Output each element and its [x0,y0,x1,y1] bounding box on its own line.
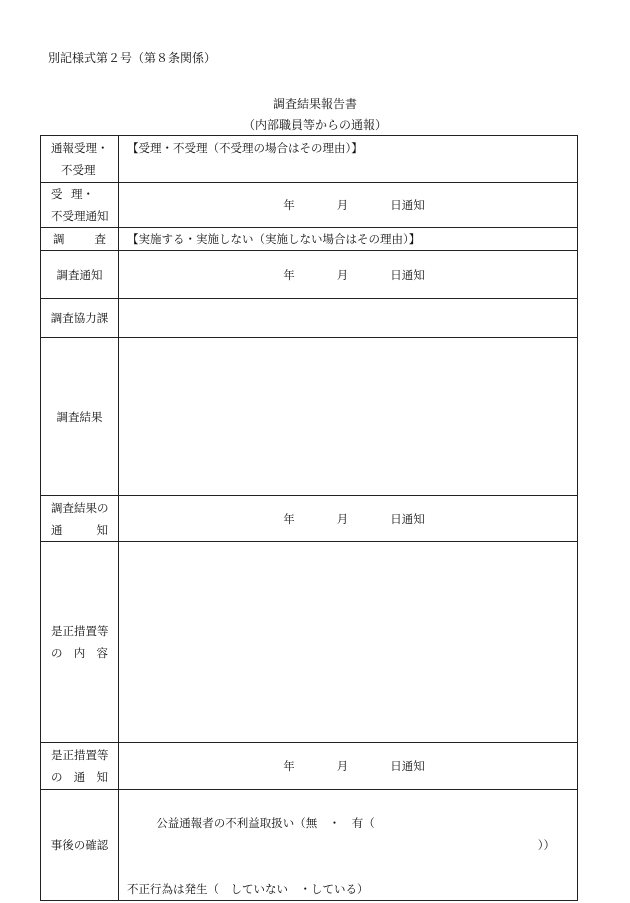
field-cooperating-section[interactable] [119,299,578,338]
label-investigation-notice: 調査通知 [41,251,119,299]
row-result-notice [41,496,578,542]
field-result-notice-date[interactable]: 年 月 日通知 [119,496,578,542]
row-investigation [41,228,578,251]
document-title: 調査結果報告書 [272,97,357,111]
field-corrective-content[interactable] [119,542,578,743]
row-corrective-content [41,542,578,743]
row-investigation-result [41,338,578,496]
label-corrective-content: 是正措置等 の 内 容 [41,542,119,743]
row-investigation-notice [41,251,578,299]
label-investigation-result: 調査結果 [41,338,119,496]
label-cooperating-section: 調査協力課 [41,299,119,338]
label-acceptance: 通報受理・ 不 受 理 [41,136,119,183]
label-follow-up: 事後の確認 [41,790,119,901]
annex-form-label: 別記様式第２号（第８条関係） [48,51,217,65]
label-result-notice: 調査結果の 通 知 [41,496,119,542]
row-cooperating-section [41,299,578,338]
label-acceptance-notice: 受 理・ 不受理通知 [41,183,119,228]
document-subtitle: （内部職員等からの通報） [242,118,387,132]
field-acceptance[interactable]: 【受理・不受理（不受理の場合はその理由）】 [119,136,578,183]
label-corrective-notice: 是正措置等 の 通 知 [41,743,119,790]
field-investigation-result[interactable] [119,338,578,496]
field-corrective-notice-date[interactable]: 年 月 日通知 [119,743,578,790]
field-acceptance-notice-date[interactable]: 年 月 日通知 [119,183,578,228]
row-acceptance [41,136,578,183]
field-investigation-notice-date[interactable]: 年 月 日通知 [119,251,578,299]
field-follow-up[interactable]: 公益通報者の不利益取扱い（無 ・ 有（ ）） 不正行為は発生（ していない ・している） [119,790,578,901]
row-follow-up [41,790,578,901]
row-acceptance-notice [41,183,578,228]
report-table [40,135,578,901]
row-corrective-notice [41,743,578,790]
field-investigation[interactable]: 【実施する・実施しない（実施しない場合はその理由）】 [119,228,578,251]
label-investigation: 調 査 [41,228,119,251]
